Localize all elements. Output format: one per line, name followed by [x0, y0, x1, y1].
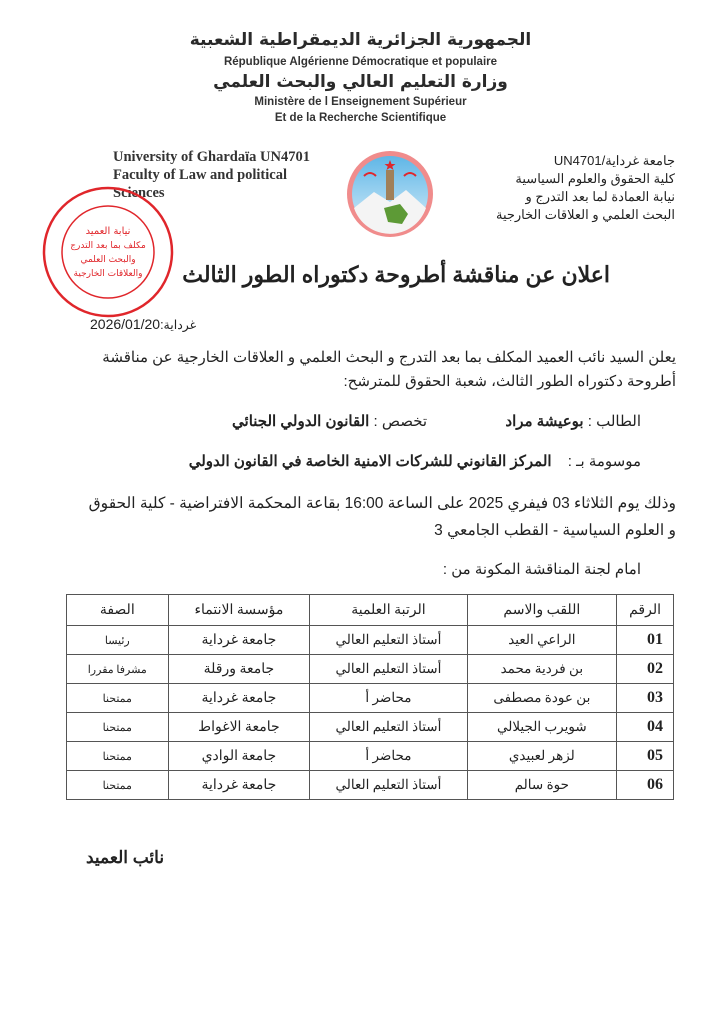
announcement-date	[90, 316, 196, 332]
cell-number: 05	[617, 742, 674, 771]
cell-role: مشرفا مقررا	[67, 655, 169, 684]
cell-institution: جامعة ورقلة	[168, 655, 310, 684]
cell-number: 04	[617, 713, 674, 742]
faculty-name-arabic: كلية الحقوق والعلوم السياسية	[515, 171, 675, 186]
table-row	[67, 655, 674, 684]
table-row	[67, 684, 674, 713]
header-institution: مؤسسة الانتماء	[168, 595, 310, 626]
cell-number: 02	[617, 655, 674, 684]
country-name-arabic: الجمهورية الجزائرية الديمقراطية الشعبية	[189, 30, 532, 50]
committee-intro: امام لجنة المناقشة المكونة من :	[442, 561, 641, 578]
university-info-arabic	[470, 152, 675, 224]
cell-rank: أستاذ التعليم العالي	[310, 655, 467, 684]
student-row	[232, 412, 641, 430]
cell-name: بن فردية محمد	[467, 655, 617, 684]
faculty-name-english-line2: Sciences	[113, 185, 165, 201]
cell-rank: محاضر أ	[310, 742, 467, 771]
stamp-line-2: مكلف بما بعد التدرج	[70, 241, 146, 251]
cell-number: 01	[617, 626, 674, 655]
ministry-name-french-line2: Et de la Recherche Scientifique	[274, 112, 447, 124]
cell-number: 03	[617, 684, 674, 713]
specialty-label: تخصص :	[373, 413, 428, 430]
cell-institution: جامعة غرداية	[168, 626, 310, 655]
header-name: اللقب والاسم	[467, 595, 617, 626]
header-role: الصفة	[67, 595, 169, 626]
header-number: الرقم	[617, 595, 674, 626]
ministry-name-arabic: وزارة التعليم العالي والبحث العلمي	[213, 72, 508, 92]
table-row	[67, 626, 674, 655]
country-name-french: République Algérienne Démocratique et populaire	[223, 56, 498, 68]
cell-role: ممتحنا	[67, 713, 169, 742]
table-row	[67, 742, 674, 771]
stamp-line-4: والعلاقات الخارجية	[73, 269, 143, 279]
cell-name: لزهر لعبيدي	[467, 742, 617, 771]
cell-role: ممتحنا	[67, 742, 169, 771]
cell-name: حوة سالم	[467, 771, 617, 800]
cell-name: شويرب الجيلالي	[467, 713, 617, 742]
university-name-english: University of Ghardaïa UN4701	[113, 149, 310, 165]
university-name-arabic: جامعة غرداية/UN4701	[553, 153, 675, 168]
vice-deanship-line1: نيابة العمادة لما بعد التدرج و	[525, 189, 675, 204]
defense-schedule-paragraph: وذلك يوم الثلاثاء 03 فيفري 2025 على الساعة 16:00 بقاعة المحكمة الافتراضية - كلية الحقوق و العلوم السياسية - القطب الجامعي 3	[88, 495, 676, 539]
cell-name: الراعي العيد	[467, 626, 617, 655]
cell-rank: أستاذ التعليم العالي	[310, 626, 467, 655]
header-rank: الرتبة العلمية	[310, 595, 467, 626]
cell-rank: أستاذ التعليم العالي	[310, 713, 467, 742]
cell-name: بن عودة مصطفى	[467, 684, 617, 713]
jury-table	[66, 594, 674, 800]
cell-role: ممتحنا	[67, 771, 169, 800]
cell-number: 06	[617, 771, 674, 800]
table-row	[67, 771, 674, 800]
signature-title: نائب العميد	[86, 848, 165, 867]
thesis-label: موسومة بـ :	[567, 453, 641, 470]
faculty-name-english-line1: Faculty of Law and political	[113, 167, 288, 183]
thesis-title: المركز القانوني للشركات الامنية الخاصة في القانون الدولي	[188, 453, 552, 470]
cell-institution: جامعة الاغواط	[168, 713, 310, 742]
cell-institution: جامعة الوادي	[168, 742, 310, 771]
cell-rank: محاضر أ	[310, 684, 467, 713]
jury-table-header	[67, 595, 674, 626]
thesis-row	[189, 452, 641, 470]
stamp-line-1: نيابة العميد	[85, 226, 131, 237]
student-name: بوعيشة مراد	[505, 413, 584, 430]
vice-deanship-line2: البحث العلمي و العلاقات الخارجية	[495, 207, 675, 222]
cell-role: رئيسا	[67, 626, 169, 655]
cell-institution: جامعة غرداية	[168, 771, 310, 800]
announcement-title: اعلان عن مناقشة أطروحة دكتوراه الطور الثالث	[182, 262, 610, 287]
ministry-name-french-line1: Ministère de l Enseignement Supérieur	[254, 96, 467, 108]
cell-rank: أستاذ التعليم العالي	[310, 771, 467, 800]
official-stamp-icon	[38, 182, 178, 322]
cell-role: ممتحنا	[67, 684, 169, 713]
student-label: الطالب :	[587, 413, 641, 430]
date-label: غرداية:	[160, 318, 197, 332]
stamp-line-3: والبحث العلمي	[80, 255, 136, 265]
announcement-paragraph: يعلن السيد نائب العميد المكلف بما بعد التدرج و البحث العلمي و العلاقات الخارجية عن مناقشة أطروحة دكتوراه الطور الثالث، شعبة الحقوق للمترشح:	[102, 349, 676, 390]
cell-institution: جامعة غرداية	[168, 684, 310, 713]
date-value: 2026/01/20	[90, 316, 161, 332]
table-row	[67, 713, 674, 742]
university-logo-icon	[344, 148, 436, 240]
specialty-value: القانون الدولي الجنائي	[232, 413, 370, 430]
